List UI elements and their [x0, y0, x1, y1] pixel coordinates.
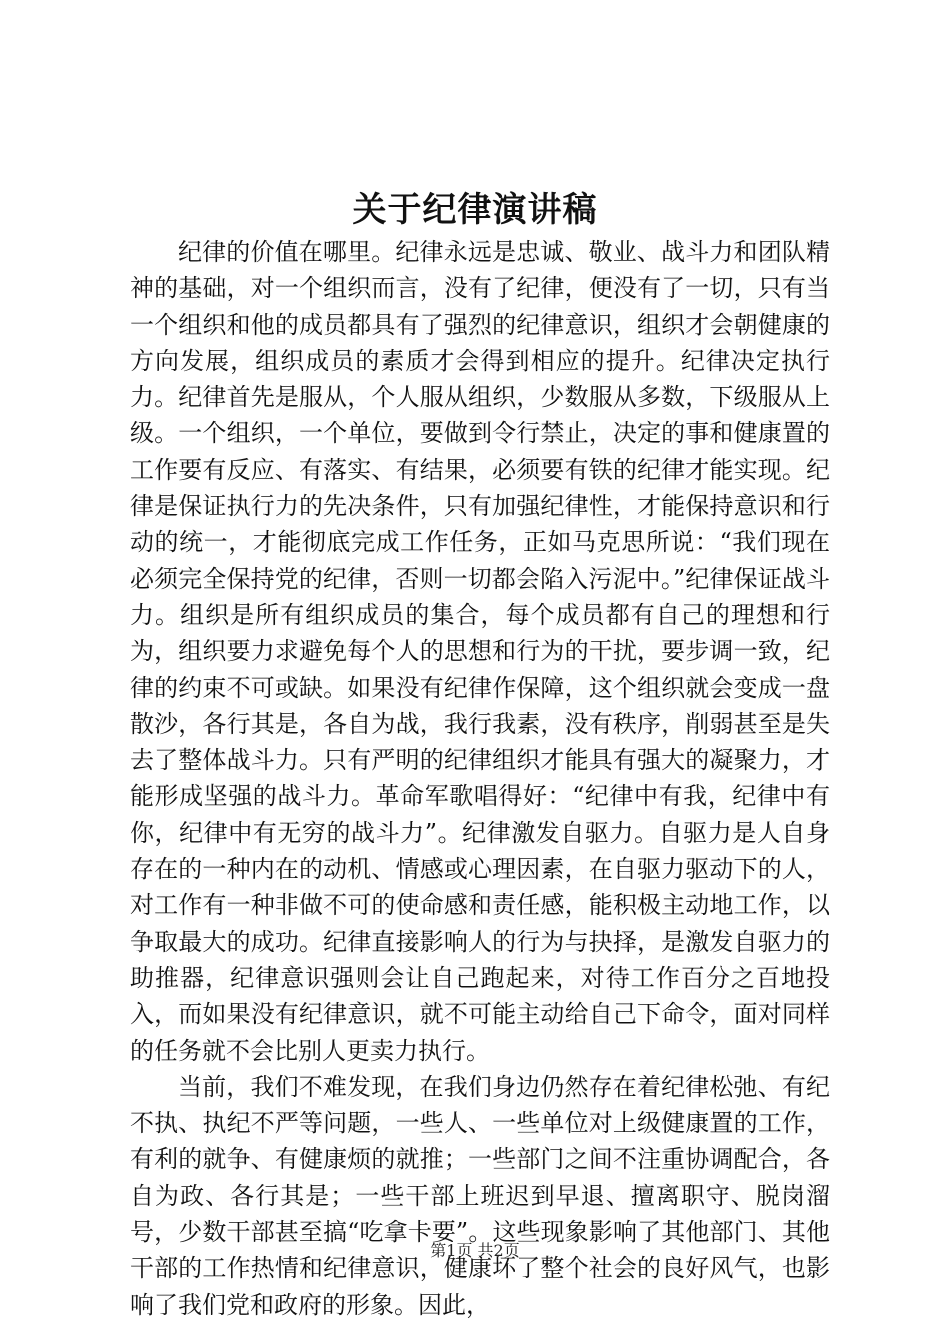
page-title: 关于纪律演讲稿 — [352, 190, 598, 230]
page-number-footer: 第1页 共2页 — [430, 1241, 520, 1260]
document-body — [130, 234, 830, 1323]
paragraph-2: 当前，我们不难发现，在我们身边仍然存在着纪律松弛、有纪不执、执纪不严等问题，一些人、一些单位对上级健康置的工作，有利的就争、有健康烦的就推；一些部门之间不注重协调配合，各自为政、各行其是；一些干部上班迟到早退、擅离职守、脱岗溜号，少数干部甚至搞“吃拿卡要”。这些现象影响了其他部门、其他干部的工作热情和纪律意识，健康坏了整个社会的良好风气，也影响了我们党和政府的形象。因此， — [130, 1072, 830, 1319]
paragraph-1: 纪律的价值在哪里。纪律永远是忠诚、敬业、战斗力和团队精神的基础，对一个组织而言，没有了纪律，便没有了一切，只有当一个组织和他的成员都具有了强烈的纪律意识，组织才会朝健康的方向发展，组织成员的素质才会得到相应的提升。纪律决定执行力。纪律首先是服从，个人服从组织，少数服从多数，下级服从上级。一个组织，一个单位，要做到令行禁止，决定的事和健康置的工作要有反应、有落实、有结果，必须要有铁的纪律才能实现。纪律是保证执行力的先决条件，只有加强纪律性，才能保持意识和行动的统一，才能彻底完成工作任务，正如马克思所说：“我们现在必须完全保持党的纪律，否则一切都会陷入污泥中。”纪律保证战斗力。组织是所有组织成员的集合，每个成员都有自己的理想和行为，组织要力求避免每个人的思想和行为的干扰，要步调一致，纪律的约束不可或缺。如果没有纪律作保障，这个组织就会变成一盘散沙，各行其是，各自为战，我行我素，没有秩序，削弱甚至是失去了整体战斗力。只有严明的纪律组织才能具有强大的凝聚力，才能形成坚强的战斗力。革命军歌唱得好：“纪律中有我，纪律中有你，纪律中有无穷的战斗力”。纪律激发自驱力。自驱力是人自身存在的一种内在的动机、情感或心理因素，在自驱力驱动下的人，对工作有一种非做不可的使命感和责任感，能积极主动地工作，以争取最大的成功。纪律直接影响人的行为与抉择，是激发自驱力的助推器，纪律意识强则会让自己跑起来，对待工作百分之百地投入，而如果没有纪律意识，就不可能主动给自己下命令，面对同样的任务就不会比别人更卖力执行。 — [130, 238, 830, 1065]
